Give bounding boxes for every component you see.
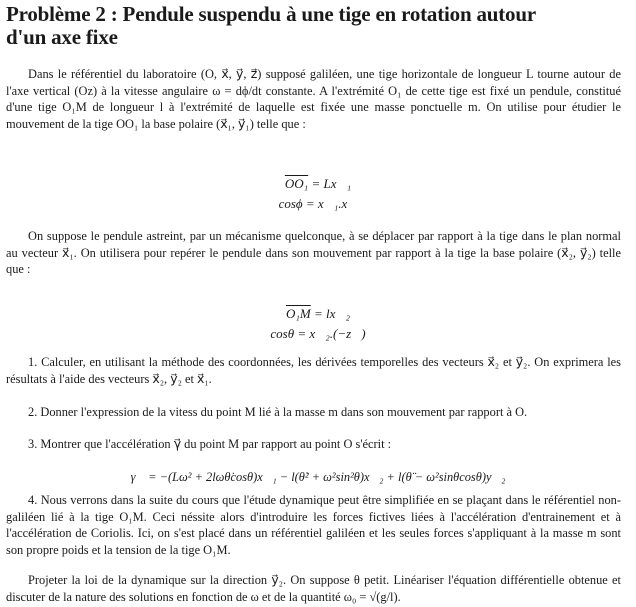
title-line-1: Problème 2 : Pendule suspendu à une tige en rotation autour — [6, 2, 536, 26]
question-1: 1. Calculer, en utilisant la méthode des coordonnées, les dérivées temporelles des vecteurs x⃗₂ et y⃗₂. On exprimera les résultats à l'aide des vecteurs x⃗₂, y⃗₂ et x⃗₁. — [6, 355, 621, 386]
equation-o1m-rhs: = lx⃗₂ — [310, 306, 351, 321]
second-paragraph: On suppose le pendule astreint, par un mécanisme quelconque, à se déplacer par rapport à la tige dans le plan normal au vecteur x⃗₁. On utilisera pour repérer le pendule dans son mouvement par rapport à la tige la base polaire (x⃗₂, y⃗₂) telle que : — [6, 229, 621, 276]
equation-oo1-rhs: = Lx⃗₁ — [308, 176, 352, 191]
question-2: 2. Donner l'expression de la vitess du point M lié à la masse m dans son mouvement par rapport à O. — [28, 405, 528, 419]
question-3: 3. Montrer que l'accélération γ⃗ du point M par rapport au point O s'écrit : — [28, 437, 392, 451]
question-4: 4. Nous verrons dans la suite du cours que l'étude dynamique peut être simplifiée en se plaçant dans le référentiel non-galiléen lié à la tige O₁M. Ceci néssite alors d'introduire les forces fictives liées à l'accélération d'entrainement et à l'accélération de Coriolis. Ici, on s'est placé dans un référentiel galiléen et les seules forces s'appliquant à la masse m sont son propre poids et la tension de la tige O₁M. — [6, 493, 621, 557]
equation-oo1 — [0, 176, 636, 191]
intro-paragraph: Dans le référentiel du laboratoire (O, x⃗, y⃗, z⃗) supposé galiléen, une tige horizontale de longueur L tourne autour de l'axe vertical (Oz) à la vitesse angulaire ω = dϕ/dt constante. A l'extrémité O₁ de cette tige est fixé un pendule, constitué d'une tige O₁M de longueur l à l'extrémité de laquelle est fixée une masse ponctuelle m. On utilise pour étudier le mouvement de la tige OO₁ la base polaire (x⃗₁, y⃗₁) telle que : — [6, 67, 621, 131]
question-5: Projeter la loi de la dynamique sur la direction y⃗₂. On suppose θ petit. Linéariser l'équation différentielle obtenue et discuter de la nature des solutions en fonction de ω et de la quantité ω₀ = √(g/l). — [6, 573, 621, 604]
equation-o1m — [0, 306, 636, 321]
problem-title — [6, 3, 630, 49]
equation-costheta: cosθ = x⃗₂.(−z⃗) — [270, 326, 366, 341]
vector-o1m: O₁M — [285, 306, 311, 321]
equation-acceleration: γ⃗ = −(Lω² + 2lωθ̇cosθ)x⃗₁ − l(θ̇² + ω²sin²θ)x⃗₂ + l(θ̈ − ω²sinθcosθ)y⃗₂ — [130, 470, 506, 484]
equation-cosphi: cosϕ = x⃗₁.x⃗ — [278, 196, 358, 211]
vector-oo1: OO₁ — [284, 176, 309, 191]
title-line-2: d'un axe fixe — [6, 25, 118, 49]
